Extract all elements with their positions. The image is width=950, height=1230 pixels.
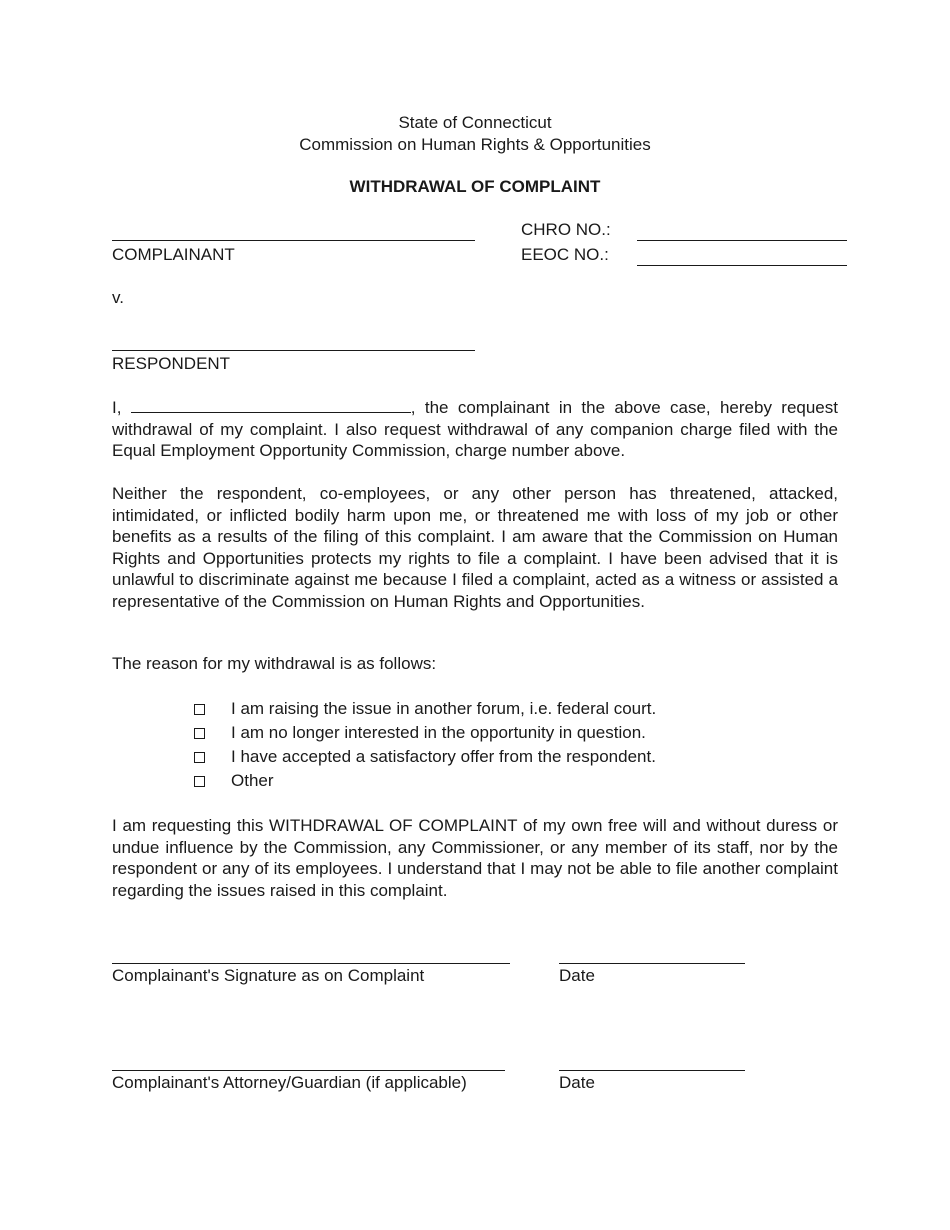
no-coercion-paragraph: Neither the respondent, co-employees, or any other person has threatened, attacked, intimidated, or inflicted bodily harm upon me, or threatened me with loss of my job or other benefits as a results of the filing of this complaint. I am aware that the Commission on Human Rights and Opportunities protects my rights to file a complaint. I have been advised that it is unlawful to discriminate against me because I filed a complaint, acted as a witness or assisted a representative of the Commission on Human Rights and Opportunities. (112, 484, 838, 611)
complainant-signature-label: Complainant's Signature as on Complaint (112, 966, 425, 985)
commission-name: Commission on Human Rights & Opportunities (299, 135, 651, 154)
free-will-paragraph: I am requesting this WITHDRAWAL OF COMPLAINT of my own free will and without duress or undue influence by the Commission, any Commissioner, or any member of its staff, nor by the respondent or any of its employees. I understand that I may not be able to file another complaint regarding the issues raised in this complaint. (112, 816, 838, 900)
reason-label: I have accepted a satisfactory offer from the respondent. (231, 747, 656, 766)
paragraph-prefix: I, (112, 398, 122, 417)
complainant-name-field[interactable] (112, 240, 475, 241)
reason-checkbox[interactable] (194, 752, 205, 763)
chro-number-field[interactable] (637, 240, 847, 241)
paragraph-body: , the complainant in the above case, hereby request withdrawal of my complaint. I also request withdrawal of any companion charge filed with the Equal Employment Opportunity Commission, charge number above. (112, 398, 838, 461)
date-field-2[interactable] (559, 1070, 745, 1071)
reason-intro: The reason for my withdrawal is as follows: (112, 654, 437, 673)
withdrawal-request-paragraph (112, 397, 838, 462)
reason-option[interactable] (192, 745, 656, 769)
complainant-signature-field[interactable] (112, 963, 510, 964)
reason-label: I am raising the issue in another forum, i.e. federal court. (231, 699, 657, 718)
document-title: WITHDRAWAL OF COMPLAINT (349, 177, 601, 196)
respondent-label: RESPONDENT (112, 354, 231, 373)
complainant-label: COMPLAINANT (112, 245, 235, 264)
date-label-2: Date (559, 1073, 595, 1092)
reason-label: I am no longer interested in the opportunity in question. (231, 723, 646, 742)
reason-checkbox[interactable] (194, 776, 205, 787)
eeoc-number-field[interactable] (637, 265, 847, 266)
reason-label: Other (231, 771, 274, 790)
reason-option[interactable] (192, 697, 656, 721)
reason-option[interactable] (192, 769, 656, 793)
reason-checklist (192, 697, 656, 793)
reason-checkbox[interactable] (194, 728, 205, 739)
state-name: State of Connecticut (398, 113, 552, 132)
date-field-1[interactable] (559, 963, 745, 964)
eeoc-number-label: EEOC NO.: (521, 245, 609, 264)
attorney-signature-label: Complainant's Attorney/Guardian (if applicable) (112, 1073, 467, 1092)
chro-number-label: CHRO NO.: (521, 220, 611, 239)
complainant-name-inline-field[interactable] (131, 397, 411, 413)
date-label-1: Date (559, 966, 595, 985)
attorney-signature-field[interactable] (112, 1070, 505, 1071)
reason-option[interactable] (192, 721, 656, 745)
respondent-name-field[interactable] (112, 350, 475, 351)
versus-label: v. (112, 288, 124, 307)
reason-checkbox[interactable] (194, 704, 205, 715)
